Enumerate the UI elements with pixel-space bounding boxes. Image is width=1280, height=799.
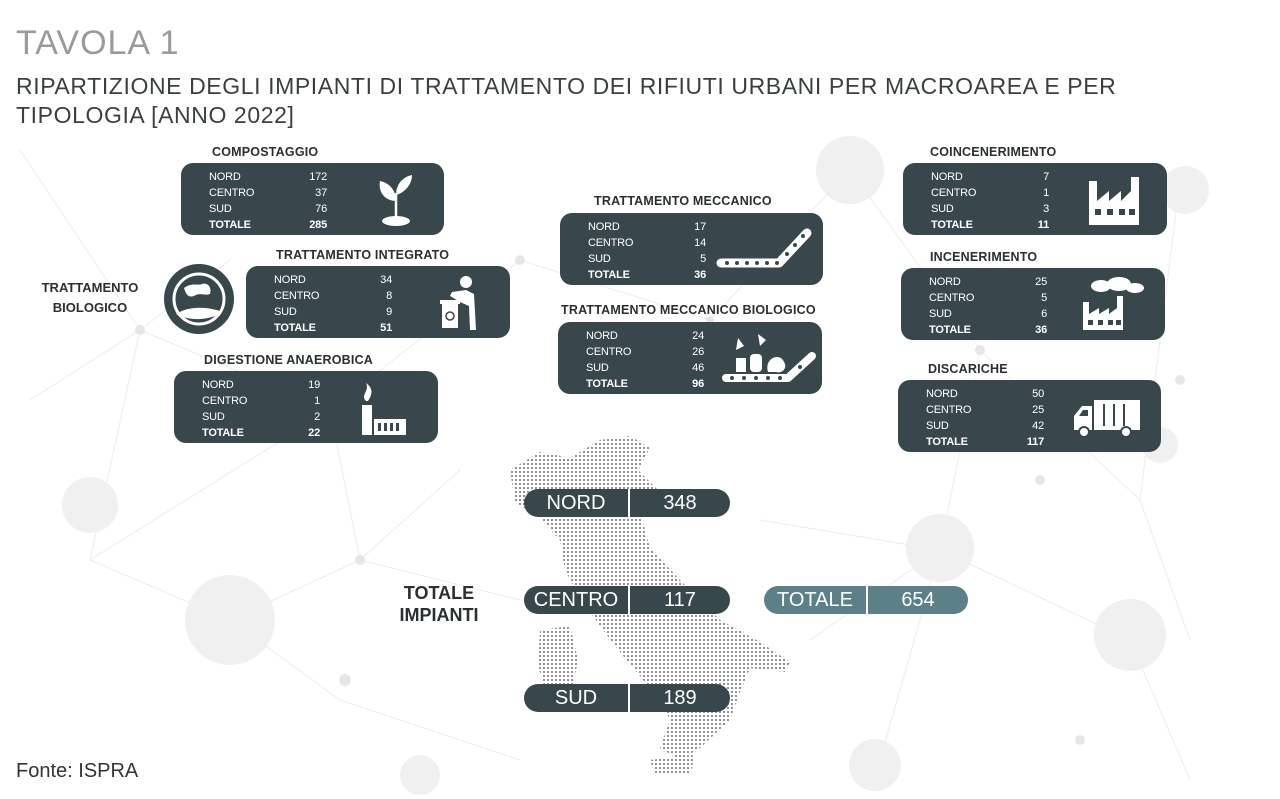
row-sud: SUD 42 bbox=[926, 420, 1044, 432]
row-sud: SUD 9 bbox=[274, 306, 392, 318]
grand-total-label: TOTALE bbox=[764, 586, 866, 614]
row-centro: CENTRO 14 bbox=[588, 237, 706, 249]
compostaggio-card bbox=[181, 163, 444, 235]
row-totale: TOTALE 36 bbox=[929, 324, 1047, 336]
totale-impianti-heading: TOTALE IMPIANTI bbox=[399, 583, 479, 625]
row-totale: TOTALE 96 bbox=[586, 378, 704, 390]
digester-icon bbox=[354, 379, 410, 437]
digestione-card bbox=[174, 371, 438, 443]
grand-total-pill bbox=[764, 586, 968, 614]
row-centro: CENTRO 1 bbox=[202, 395, 320, 407]
centro-total-value: 117 bbox=[628, 586, 730, 614]
row-totale: TOTALE 117 bbox=[926, 436, 1044, 448]
plant-icon bbox=[376, 171, 416, 227]
row-centro: CENTRO 37 bbox=[209, 187, 327, 199]
mbt-card bbox=[558, 322, 822, 394]
row-nord: NORD 50 bbox=[926, 388, 1044, 400]
row-sud: SUD 2 bbox=[202, 411, 320, 423]
integrato-title: TRATTAMENTO INTEGRATO bbox=[276, 248, 450, 262]
row-sud: SUD 76 bbox=[209, 203, 327, 215]
row-nord: NORD 34 bbox=[274, 274, 392, 286]
digestione-title: DIGESTIONE ANAEROBICA bbox=[204, 353, 374, 367]
conveyor-icon bbox=[715, 225, 815, 271]
nord-total-pill bbox=[524, 489, 730, 517]
page-title: RIPARTIZIONE DEGLI IMPIANTI DI TRATTAMENTO DEI RIFIUTI URBANI PER MACROAREA E PER TIPOLOGIA [ANNO 2022] bbox=[16, 73, 1117, 128]
centro-total-label: CENTRO bbox=[524, 586, 628, 614]
row-sud: SUD 3 bbox=[931, 203, 1049, 215]
row-totale: TOTALE 11 bbox=[931, 219, 1049, 231]
row-nord: NORD 24 bbox=[586, 330, 704, 342]
meccanico-card bbox=[560, 213, 823, 285]
row-nord: NORD 19 bbox=[202, 379, 320, 391]
mbt-title: TRATTAMENTO MECCANICO BIOLOGICO bbox=[561, 303, 816, 317]
centro-total-pill bbox=[524, 586, 730, 614]
row-sud: SUD 46 bbox=[586, 362, 704, 374]
row-totale: TOTALE 51 bbox=[274, 322, 392, 334]
row-nord: NORD 25 bbox=[929, 276, 1047, 288]
coincenerimento-card bbox=[903, 163, 1167, 235]
row-nord: NORD 17 bbox=[588, 221, 706, 233]
row-centro: CENTRO 26 bbox=[586, 346, 704, 358]
factory-icon bbox=[1085, 171, 1147, 227]
globe-leaf-icon bbox=[162, 262, 236, 336]
integrato-card bbox=[246, 266, 510, 338]
sud-total-value: 189 bbox=[628, 684, 730, 712]
row-centro: CENTRO 25 bbox=[926, 404, 1044, 416]
row-centro: CENTRO 5 bbox=[929, 292, 1047, 304]
row-totale: TOTALE 285 bbox=[209, 219, 327, 231]
garbage-truck-icon bbox=[1070, 394, 1146, 440]
nord-total-label: NORD bbox=[524, 489, 628, 517]
row-nord: NORD 172 bbox=[209, 171, 327, 183]
trattamento-biologico-label: TRATTAMENTO BIOLOGICO bbox=[41, 280, 139, 315]
sud-total-label: SUD bbox=[524, 684, 628, 712]
waste-conveyor-icon bbox=[718, 328, 818, 388]
row-centro: CENTRO 1 bbox=[931, 187, 1049, 199]
discariche-card bbox=[898, 380, 1161, 452]
sud-total-pill bbox=[524, 684, 730, 712]
discariche-title: DISCARICHE bbox=[928, 362, 1008, 376]
row-sud: SUD 6 bbox=[929, 308, 1047, 320]
row-totale: TOTALE 22 bbox=[202, 427, 320, 439]
row-totale: TOTALE 36 bbox=[588, 269, 706, 281]
incenerimento-card bbox=[901, 268, 1165, 340]
grand-total-value: 654 bbox=[866, 586, 968, 614]
row-sud: SUD 5 bbox=[588, 253, 706, 265]
compostaggio-title: COMPOSTAGGIO bbox=[212, 145, 319, 159]
row-centro: CENTRO 8 bbox=[274, 290, 392, 302]
recycle-bin-icon bbox=[436, 272, 486, 332]
table-number: TAVOLA 1 bbox=[16, 24, 180, 62]
incenerimento-title: INCENERIMENTO bbox=[930, 250, 1038, 264]
meccanico-title: TRATTAMENTO MECCANICO bbox=[594, 194, 772, 208]
smoking-factory-icon bbox=[1079, 274, 1149, 334]
nord-total-value: 348 bbox=[628, 489, 730, 517]
coincenerimento-title: COINCENERIMENTO bbox=[930, 145, 1057, 159]
source-note: Fonte: ISPRA bbox=[16, 760, 139, 782]
row-nord: NORD 7 bbox=[931, 171, 1049, 183]
